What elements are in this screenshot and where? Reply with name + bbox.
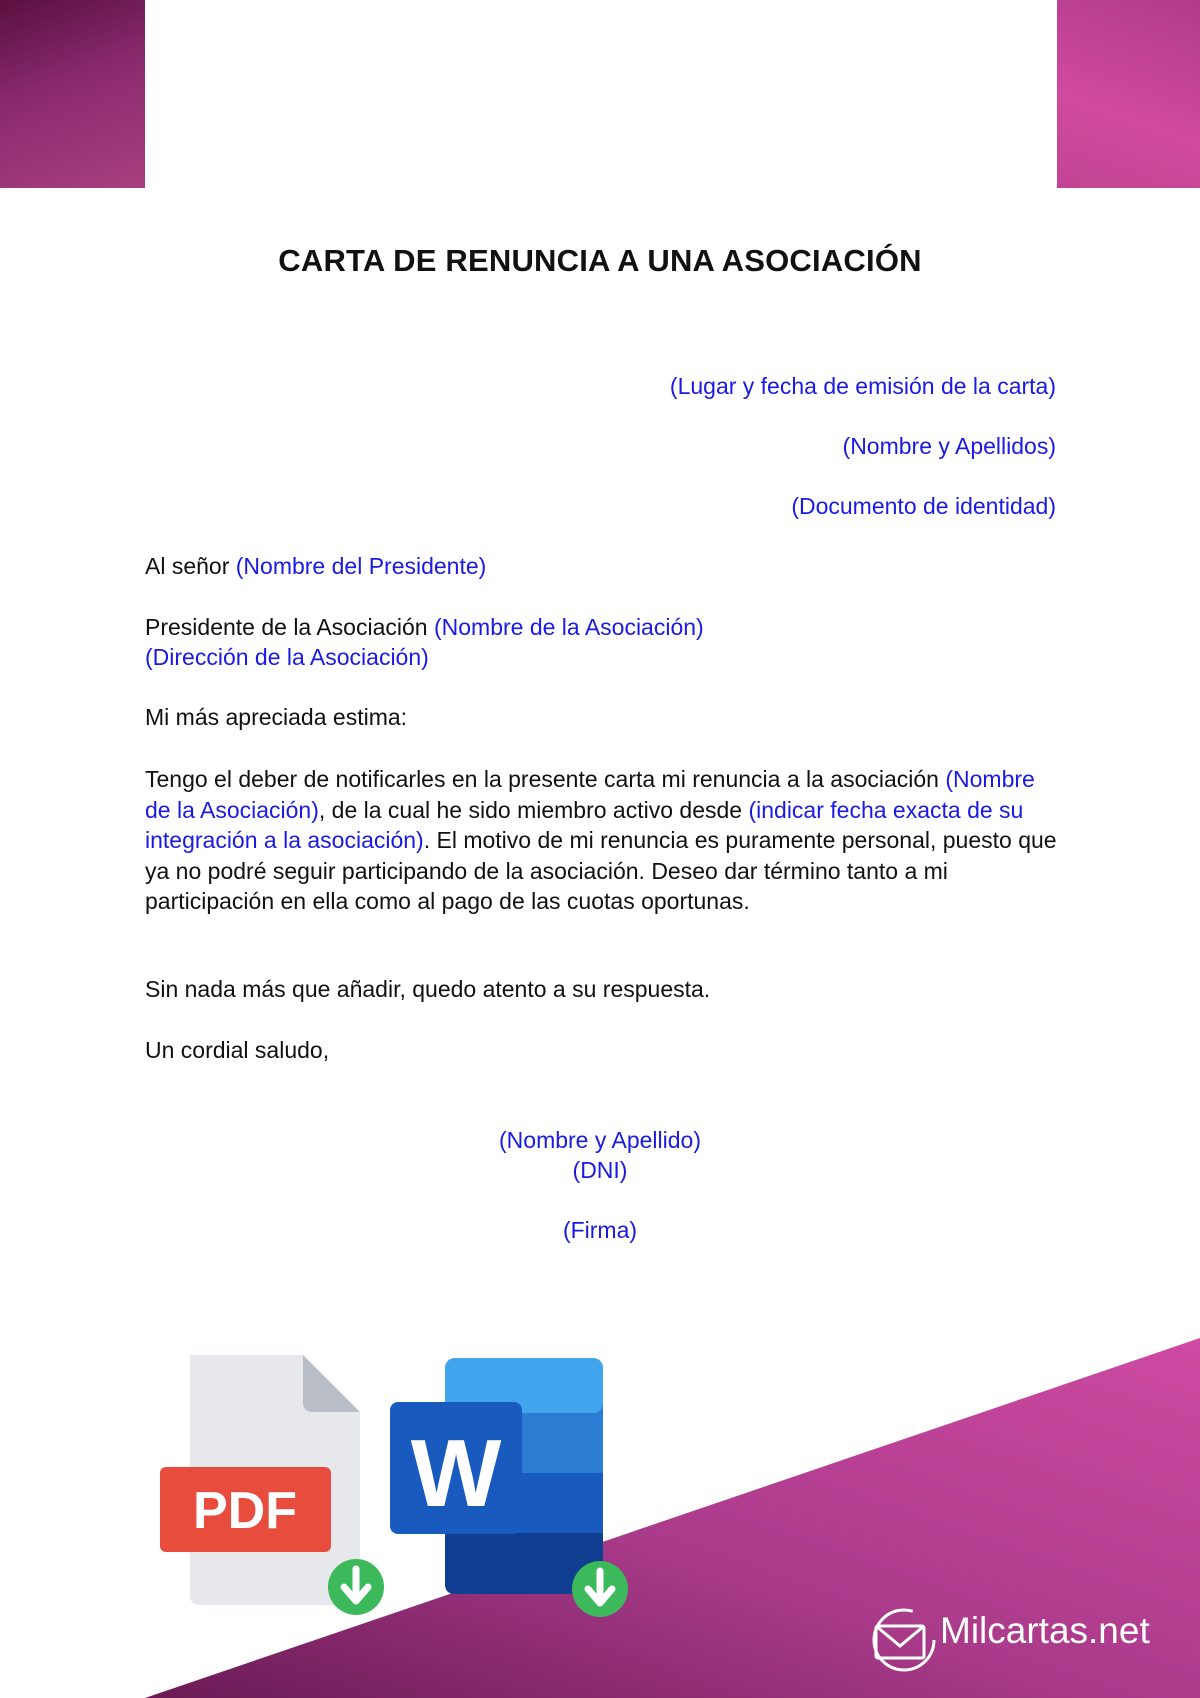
placeholder-id-document: (Documento de identidad) [791, 493, 1056, 519]
placeholder-signature-name: (Nombre y Apellido) [499, 1127, 701, 1153]
word-label: W [410, 1420, 502, 1527]
closing-sentence: Sin nada más que añadir, quedo atento a su respuesta. [145, 976, 711, 1002]
placeholder-firma: (Firma) [562, 1217, 638, 1243]
envelope-logo-icon [868, 1604, 938, 1674]
pdf-label: PDF [193, 1482, 297, 1540]
word-download-icon[interactable] [390, 1358, 630, 1628]
closing-salutation: Un cordial saludo, [145, 1037, 330, 1063]
recipient-line: Al señor (Nombre del Presidente) [145, 553, 487, 579]
placeholder-president-name: (Nombre del Presidente) [235, 553, 487, 579]
placeholder-place-date: (Lugar y fecha de emisión de la carta) [669, 373, 1056, 399]
brand-name[interactable]: Milcartas.net [940, 1610, 1150, 1651]
pdf-download-icon[interactable] [160, 1355, 390, 1630]
placeholder-association-name-body: (Nombre de la Asociación) [145, 766, 1035, 823]
greeting: Mi más apreciada estima: [145, 704, 408, 730]
placeholder-join-date: (indicar fecha exacta de su integración a la asociación) [145, 796, 1024, 853]
placeholder-sender-name: (Nombre y Apellidos) [842, 433, 1056, 459]
placeholder-association-address: (Dirección de la Asociación) [145, 644, 429, 670]
placeholder-dni: (DNI) [572, 1157, 628, 1183]
recipient-role-line: Presidente de la Asociación (Nombre de la Asociación) [145, 614, 704, 640]
letter-title: CARTA DE RENUNCIA A UNA ASOCIACIÓN [278, 243, 922, 278]
placeholder-association-name: (Nombre de la Asociación) [433, 614, 704, 640]
body-paragraph: Tengo el deber de notificarles en la presente carta mi renuncia a la asociación (Nombre de la Asociación), de la cual he sido miembro activo desde (indicar fecha exacta de su integración a la asociación). El motivo de mi renuncia es puramente personal, puesto que ya no podré seguir participando de la asociación. Deseo dar término tanto a mi participación en ella como al pago de las cuotas oportunas. [145, 766, 1057, 914]
